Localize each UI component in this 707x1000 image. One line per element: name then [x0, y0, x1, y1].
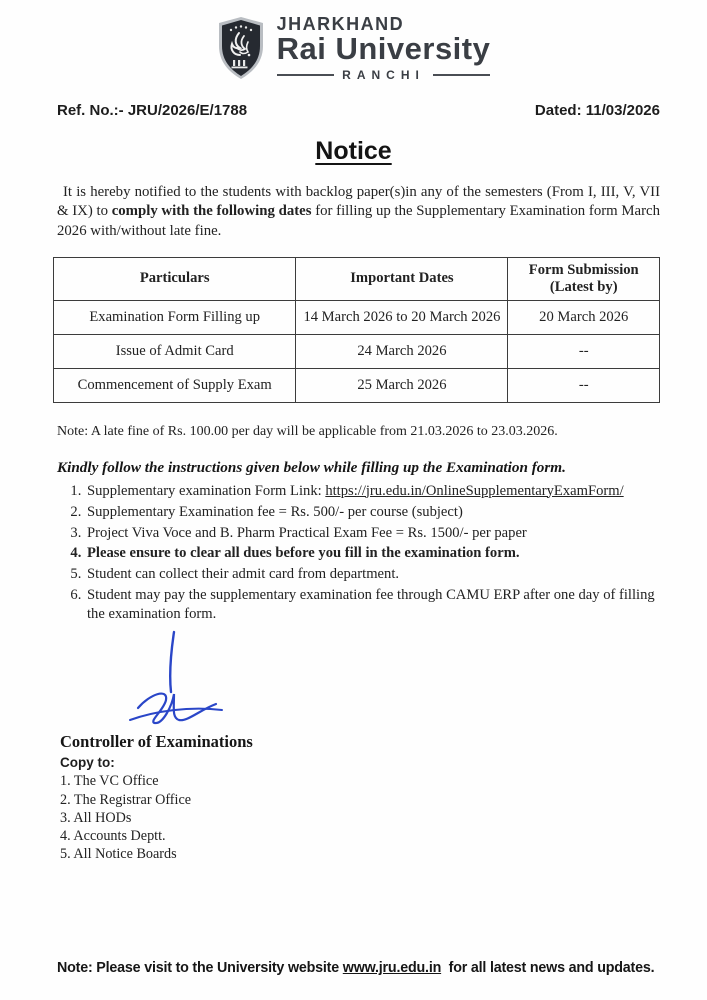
header-form-submission-line1: Form Submission — [528, 261, 639, 278]
late-fine-note: Note: A late fine of Rs. 100.00 per day will be applicable from 21.03.2026 to 23.03.2026. — [57, 423, 558, 439]
intro-part2: for filling up the Supplementary Examination form March 2026 with/without late fine. — [57, 203, 660, 239]
list-item: 4. Accounts Deptt. — [60, 827, 166, 844]
list-item: 2. Supplementary Examination fee = Rs. 500/- per course (subject) — [85, 503, 660, 522]
copy-to-list — [60, 772, 707, 863]
schedule-table — [53, 257, 660, 403]
logo-left-rule — [277, 74, 335, 76]
header-particulars: Particulars — [54, 257, 296, 300]
dated-label: Dated: 11/03/2026 — [534, 101, 660, 119]
university-website-link[interactable]: www.jru.edu.in — [342, 960, 442, 976]
list-item: 1. The VC Office — [60, 773, 159, 790]
form-link-label: Supplementary examination Form Link: — [87, 482, 326, 499]
signatory-title: Controller of Examinations — [60, 732, 253, 752]
instructions-list — [57, 482, 660, 625]
reference-row — [57, 102, 660, 119]
university-city: RANCHI — [342, 67, 425, 82]
header-important-dates: Important Dates — [296, 257, 508, 300]
cell-submission: 20 March 2026 — [508, 300, 660, 334]
cell-submission: -- — [508, 368, 660, 402]
handwritten-signature-icon — [100, 630, 250, 730]
list-item: 3. Project Viva Voce and B. Pharm Practical Exam Fee = Rs. 1500/- per paper — [85, 524, 660, 543]
university-name-top: JHARKHAND — [276, 14, 405, 34]
instructions-heading: Kindly follow the instructions given below while filling up the Examination form. — [57, 458, 566, 476]
reference-number: Ref. No.:- JRU/2026/E/1788 — [57, 101, 248, 119]
table-row — [54, 368, 660, 402]
cell-date: 14 March 2026 to 20 March 2026 — [296, 300, 508, 334]
list-item: 2. The Registrar Office — [60, 791, 192, 808]
cell-particular: Commencement of Supply Exam — [54, 368, 296, 402]
table-row — [54, 334, 660, 368]
cell-submission: -- — [508, 334, 660, 368]
list-item: 5. All Notice Boards — [60, 846, 177, 863]
footer-part2: for all latest news and updates. — [441, 960, 655, 976]
list-item: 3. All HODs — [60, 809, 132, 826]
cell-date: 25 March 2026 — [296, 368, 508, 402]
notice-title: Notice — [315, 136, 392, 165]
supplementary-form-link[interactable]: https://jru.edu.in/OnlineSupplementaryExamForm/ — [325, 482, 624, 499]
table-row — [54, 300, 660, 334]
university-name-main: Rai University — [276, 31, 491, 66]
copy-to-heading: Copy to: — [60, 755, 115, 771]
list-item: 5. Student can collect their admit card from department. — [85, 565, 660, 584]
logo-right-rule — [433, 74, 491, 76]
intro-part1: It is hereby notified to the students with backlog paper(s)in any of the semesters (From I, III, V, VII & IX) to — [57, 183, 660, 220]
list-item: 6. Student may pay the supplementary examination fee through CAMU ERP after one day of filling the examination form. — [85, 586, 660, 624]
intro-bold-phrase: comply with the following dates — [111, 203, 312, 220]
header-form-submission-line2: (Latest by) — [549, 278, 618, 295]
table-header-row — [54, 257, 660, 300]
cell-date: 24 March 2026 — [296, 334, 508, 368]
header-form-submission — [508, 257, 660, 300]
university-logo — [0, 0, 707, 82]
cell-particular: Issue of Admit Card — [54, 334, 296, 368]
university-shield-icon — [217, 16, 265, 80]
footer-part1: Note: Please visit to the University website — [57, 960, 343, 976]
signature-block — [60, 630, 707, 863]
university-name-block — [277, 15, 491, 82]
footer-website-note — [57, 960, 667, 976]
university-city-row — [277, 68, 491, 82]
list-item: 4. Please ensure to clear all dues before you fill in the examination form. — [85, 544, 660, 563]
list-item — [85, 482, 660, 501]
cell-particular: Examination Form Filling up — [54, 300, 296, 334]
intro-paragraph — [57, 183, 660, 242]
